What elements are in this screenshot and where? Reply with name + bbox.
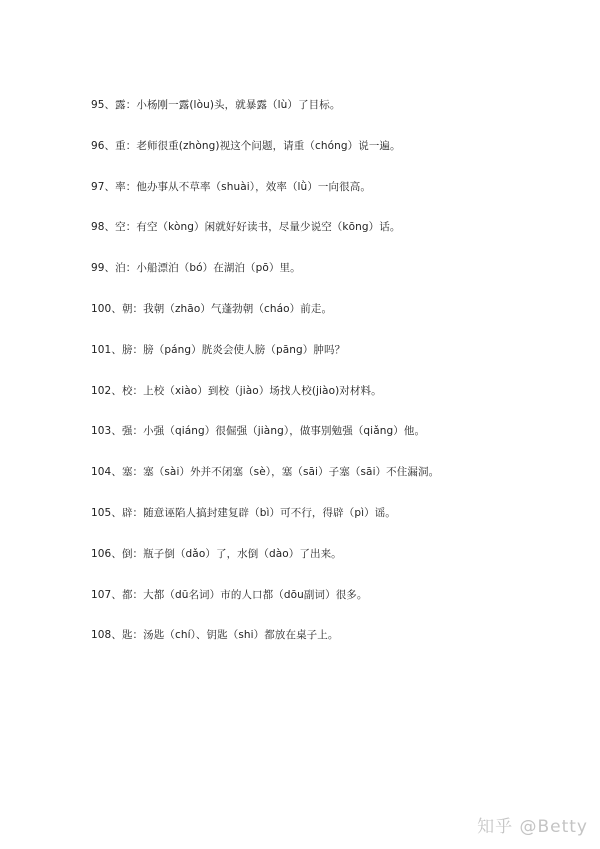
entry-102: 102、校：上校（xiào）到校（jiào）场找人校(jiào)对材料。: [91, 384, 382, 397]
entry-100: 100、朝：我朝（zhāo）气蓬勃朝（cháo）前走。: [91, 302, 333, 315]
entry-103: 103、强：小强（qiáng）很倔强（jiàng），做事别勉强（qiǎng）他。: [91, 425, 426, 438]
entry-106: 106、倒：瓶子倒（dǎo）了，水倒（dào）了出来。: [91, 547, 342, 560]
entry-107: 107、都：大都（dū名词）市的人口都（dōu副词）很多。: [91, 588, 368, 601]
entry-list: [91, 98, 571, 669]
zhihu-watermark: 知乎 @Betty: [477, 817, 588, 837]
entry-101: 101、膀：膀（páng）胱炎会使人膀（pāng）肿吗？: [91, 343, 346, 356]
entry-105: 105、辟：随意诬陷人搞封建复辟（bì）可不行，得辟（pì）谣。: [91, 506, 396, 519]
entry-99: 99、泊：小船漂泊（bó）在湖泊（pō）里。: [91, 262, 301, 275]
entry-97: 97、率：他办事从不草率（shuài），效率（lǜ）一向很高。: [91, 180, 371, 193]
entry-95: 95、露：小杨刚一露(lòu)头，就暴露（lù）了目标。: [91, 99, 341, 111]
entry-98: 98、空：有空（kòng）闲就好好读书，尽量少说空（kōng）话。: [91, 221, 401, 234]
entry-96: 96、重：老师很重(zhòng)视这个问题，请重（chóng）说一遍。: [91, 139, 401, 152]
entry-104: 104、塞：塞（sài）外并不闭塞（sè），塞（sāi）子塞（sāi）不住漏洞。: [91, 466, 440, 479]
entry-108: 108、匙：汤匙（chí）、钥匙（shi）都放在桌子上。: [91, 629, 339, 642]
